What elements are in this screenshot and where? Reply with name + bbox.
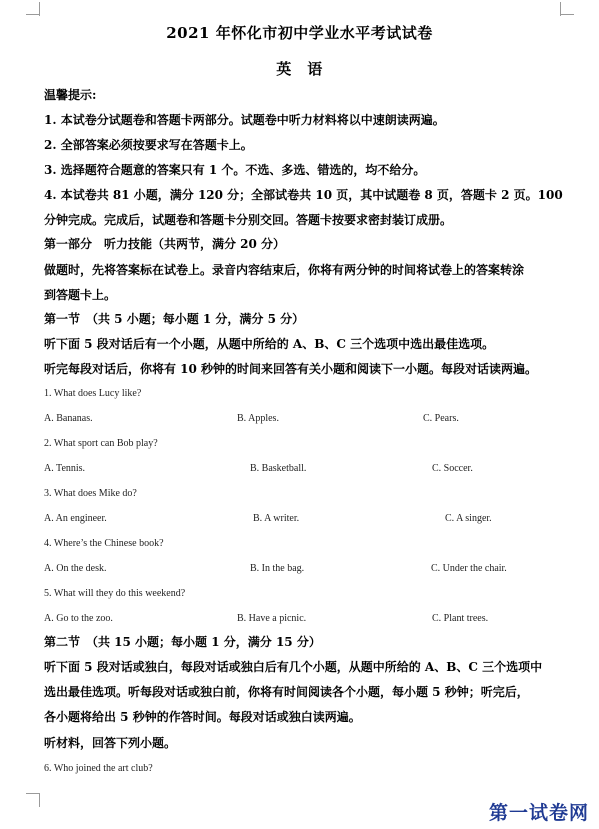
- material-label: 听材料，回答下列小题。: [44, 736, 177, 750]
- section2-heading: 第二节 （共 15 小题；每小题 1 分，满分 15 分）: [44, 635, 321, 649]
- notice-item: 分钟完成。完成后，试题卷和答题卡分别交回。答题卡按要求密封装订成册。: [44, 213, 453, 227]
- notice-item: 3. 选择题符合题意的答案只有 1 个。不选、多选、错选的，均不给分。: [44, 163, 426, 177]
- option-5c: C. Plant trees.: [432, 613, 489, 624]
- notice-heading: 温馨提示:: [44, 88, 97, 102]
- option-4c: C. Under the chair.: [431, 563, 507, 574]
- crop-mark-top-right-h: [560, 14, 574, 15]
- notice-item: 1. 本试卷分试题卷和答题卡两部分。试题卷中听力材料将以中速朗读两遍。: [44, 113, 445, 127]
- crop-mark-bottom-left-v: [39, 793, 40, 807]
- section2-instruction: 选出最佳选项。听每段对话或独白前，你将有时间阅读各个小题，每小题 5 秒钟；听完后，: [44, 685, 529, 699]
- option-2b: B. Basketball.: [250, 463, 307, 474]
- section2-instruction: 听下面 5 段对话或独白，每段对话或独白后有几个小题，从题中所给的 A、B、C 三个选项中: [44, 660, 543, 674]
- question-6: 6. Who joined the art club?: [44, 763, 153, 774]
- option-5b: B. Have a picnic.: [237, 613, 307, 624]
- crop-mark-top-left-h: [26, 14, 40, 15]
- option-1b: B. Apples.: [237, 413, 279, 424]
- crop-mark-bottom-left-h: [26, 793, 40, 794]
- subject-title: 英 语: [276, 60, 323, 78]
- option-1c: C. Pears.: [423, 413, 459, 424]
- crop-mark-top-right-v: [560, 2, 561, 16]
- option-5a: A. Go to the zoo.: [44, 613, 113, 624]
- section1-instruction: 听下面 5 段对话后有一个小题，从题中所给的 A、B、C 三个选项中选出最佳选项。: [44, 337, 495, 351]
- option-3b: B. A writer.: [253, 513, 300, 524]
- question-3: 3. What does Mike do?: [44, 488, 137, 499]
- option-3c: C. A singer.: [445, 513, 492, 524]
- notice-item: 2. 全部答案必须按要求写在答题卡上。: [44, 138, 253, 152]
- question-4: 4. Where’s the Chinese book?: [44, 538, 164, 549]
- part1-intro: 到答题卡上。: [44, 288, 117, 302]
- site-watermark-logo: 第一试卷网: [488, 802, 589, 824]
- option-2a: A. Tennis.: [44, 463, 86, 474]
- option-4b: B. In the bag.: [250, 563, 305, 574]
- exam-title: 2021 年怀化市初中学业水平考试试卷: [166, 24, 433, 42]
- crop-mark-top-left-v: [39, 2, 40, 16]
- question-5: 5. What will they do this weekend?: [44, 588, 186, 599]
- part1-heading: 第一部分 听力技能（共两节，满分 20 分）: [44, 237, 286, 251]
- option-3a: A. An engineer.: [44, 513, 107, 524]
- notice-item: 4. 本试卷共 81 小题，满分 120 分；全部试卷共 10 页，其中试题卷 8 页，答题卡 2 页。100: [44, 188, 563, 202]
- section2-instruction: 各小题将给出 5 秒钟的作答时间。每段对话或独白读两遍。: [44, 710, 361, 724]
- option-1a: A. Bananas.: [44, 413, 93, 424]
- option-4a: A. On the desk.: [44, 563, 107, 574]
- section1-heading: 第一节 （共 5 小题；每小题 1 分，满分 5 分）: [44, 312, 305, 326]
- question-1: 1. What does Lucy like?: [44, 388, 142, 399]
- part1-intro: 做题时，先将答案标在试卷上。录音内容结束后，你将有两分钟的时间将试卷上的答案转涂: [44, 263, 525, 277]
- question-2: 2. What sport can Bob play?: [44, 438, 158, 449]
- section1-instruction: 听完每段对话后，你将有 10 秒钟的时间来回答有关小题和阅读下一小题。每段对话读两遍。: [44, 362, 538, 376]
- option-2c: C. Soccer.: [432, 463, 473, 474]
